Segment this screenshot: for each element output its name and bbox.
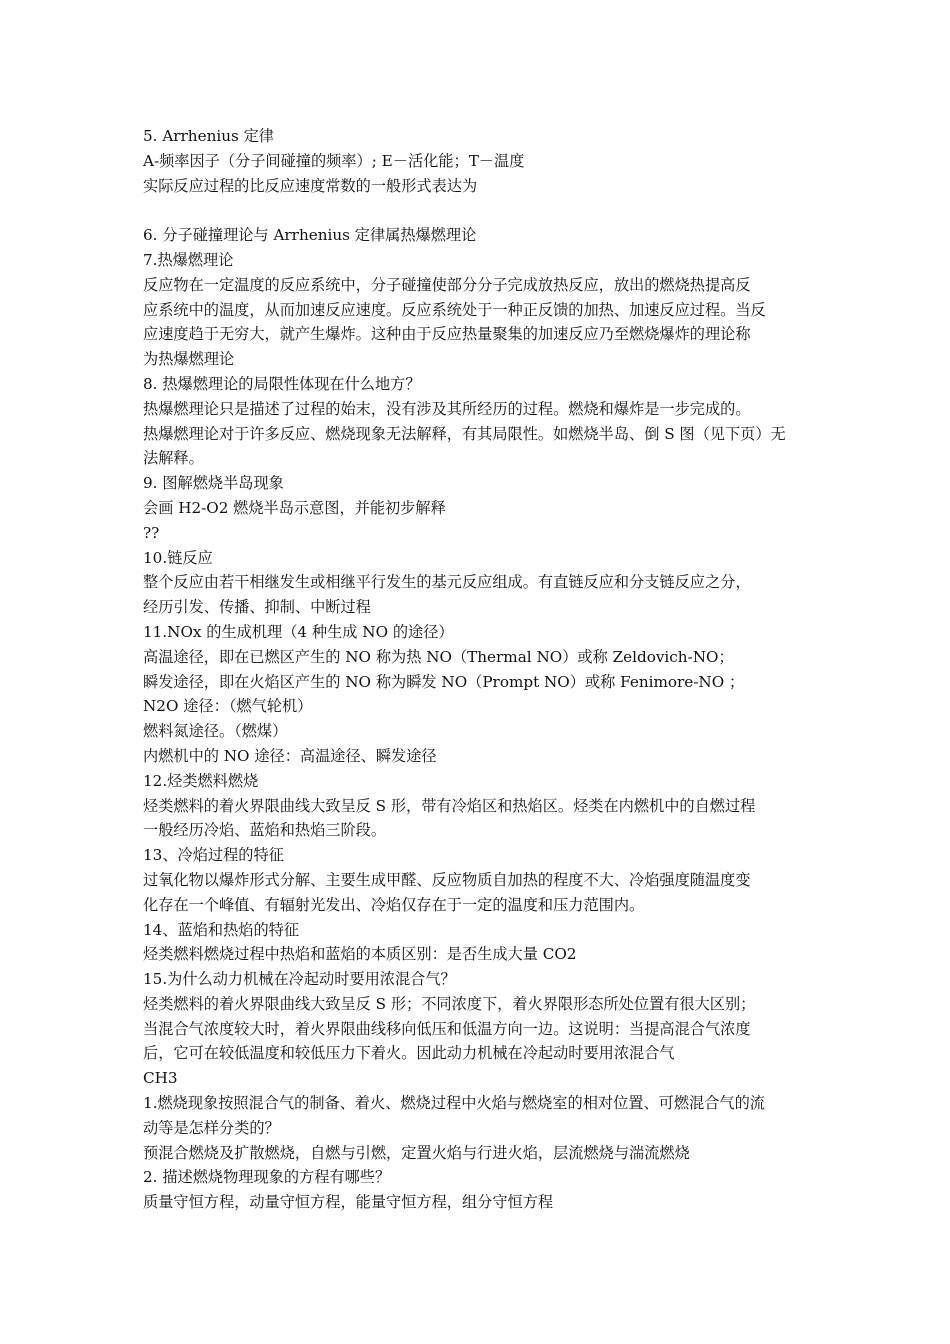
paragraph-text: ?? xyxy=(143,523,160,542)
heading-hydrocarbon-combustion: 12.烃类燃料燃烧 xyxy=(143,771,259,790)
paragraph-text: 为热爆燃理论 xyxy=(143,350,235,369)
question-equations: 2. 描述燃烧物理现象的方程有哪些？ xyxy=(143,1168,391,1187)
paragraph-text: 整个反应由若干相继发生或相继平行发生的基元反应组成。有直链反应和分支链反应之分， xyxy=(143,573,751,592)
heading-cool-flame: 13、冷焰过程的特征 xyxy=(143,846,284,865)
paragraph-text: 热爆燃理论对于许多反应、燃烧现象无法解释，有其局限性。如燃烧半岛、倒 S 图（见下页）无 xyxy=(143,424,786,443)
paragraph-text: N2O 途径：（燃气轮机） xyxy=(143,697,313,716)
heading-chain-reaction: 10.链反应 xyxy=(143,548,213,567)
paragraph-text: 内燃机中的 NO 途径：高温途径、瞬发途径 xyxy=(143,746,437,765)
heading-thermal-explosion: 7.热爆燃理论 xyxy=(143,250,234,269)
paragraph-text: 后，它可在较低温度和较低压力下着火。因此动力机械在冷起动时要用浓混合气 xyxy=(143,1044,675,1063)
formula-placeholder xyxy=(143,198,813,223)
heading-combustion-peninsula: 9. 图解燃烧半岛现象 xyxy=(143,474,284,493)
paragraph-text: 烃类燃料的着火界限曲线大致呈反 S 形；不同浓度下，着火界限形态所处位置有很大区别； xyxy=(143,994,756,1013)
heading-blue-hot-flame: 14、蓝焰和热焰的特征 xyxy=(143,920,300,939)
paragraph-text: 烃类燃料的着火界限曲线大致呈反 S 形，带有冷焰区和热焰区。烃类在内燃机中的自燃过程 xyxy=(143,796,756,815)
heading-cold-start: 15.为什么动力机械在冷起动时要用浓混合气？ xyxy=(143,970,456,989)
paragraph-text: 预混合燃烧及扩散燃烧，自燃与引燃，定置火焰与行进火焰，层流燃烧与湍流燃烧 xyxy=(143,1143,690,1162)
arrhenius-variables: A-频率因子（分子间碰撞的频率）; E－活化能；T－温度 xyxy=(143,151,525,170)
heading-arrhenius-law: 5. Arrhenius 定律 xyxy=(143,127,274,145)
paragraph-text: 当混合气浓度较大时，着火界限曲线移向低压和低温方向一边。这说明：当提高混合气浓度 xyxy=(143,1019,751,1038)
paragraph-text: 反应物在一定温度的反应系统中，分子碰撞使部分分子完成放热反应，放出的燃烧热提高反 xyxy=(143,275,751,294)
question-classification: 1.燃烧现象按照混合气的制备、着火、燃烧过程中火焰与燃烧室的相对位置、可燃混合气的流 xyxy=(143,1094,765,1113)
paragraph-text: 应系统中的温度，从而加速反应速度。反应系统处于一种正反馈的加热、加速反应过程。当反 xyxy=(143,300,766,319)
heading-chapter-3: CH3 xyxy=(143,1069,178,1088)
paragraph-text: 燃料氮途径。（燃煤） xyxy=(143,722,288,741)
paragraph-text: 经历引发、传播、抑制、中断过程 xyxy=(143,598,371,617)
paragraph-text: 应速度趋于无穷大，就产生爆炸。这种由于反应热量聚集的加速反应乃至燃烧爆炸的理论称 xyxy=(143,325,751,344)
paragraph-text: 过氧化物以爆炸形式分解、主要生成甲醛、反应物质自加热的程度不大、冷焰强度随温度变 xyxy=(143,870,751,889)
paragraph-text: 化存在一个峰值、有辐射光发出、冷焰仅存在于一定的温度和压力范围内。 xyxy=(143,895,645,914)
paragraph-text: 质量守恒方程，动量守恒方程，能量守恒方程，组分守恒方程 xyxy=(143,1193,554,1212)
paragraph-text: 法解释。 xyxy=(143,449,204,468)
paragraph-text: 高温途径，即在已燃区产生的 NO 称为热 NO（Thermal NO）或称 Zeldovich-NO； xyxy=(143,647,734,666)
paragraph-text: 瞬发途径，即在火焰区产生的 NO 称为瞬发 NO（Prompt NO）或称 Fenimore-NO ； xyxy=(143,672,745,691)
paragraph-text: 烃类燃料燃烧过程中热焰和蓝焰的本质区别：是否生成大量 CO2 xyxy=(143,945,577,964)
document-body xyxy=(143,124,813,1215)
heading-limitations: 8. 热爆燃理论的局限性体现在什么地方？ xyxy=(143,374,421,393)
paragraph-text: 会画 H2-O2 燃烧半岛示意图，并能初步解释 xyxy=(143,498,446,517)
arrhenius-general-form: 实际反应过程的比反应速度常数的一般形式表达为 xyxy=(143,176,478,195)
paragraph-text: 热爆燃理论只是描述了过程的始末，没有涉及其所经历的过程。燃烧和爆炸是一步完成的。 xyxy=(143,399,751,418)
heading-collision-theory: 6. 分子碰撞理论与 Arrhenius 定律属热爆燃理论 xyxy=(143,226,477,245)
paragraph-text: 一般经历冷焰、蓝焰和热焰三阶段。 xyxy=(143,821,386,840)
question-classification: 动等是怎样分类的？ xyxy=(143,1118,280,1137)
heading-nox-mechanism: 11.NOx 的生成机理（4 种生成 NO 的途径） xyxy=(143,622,454,641)
